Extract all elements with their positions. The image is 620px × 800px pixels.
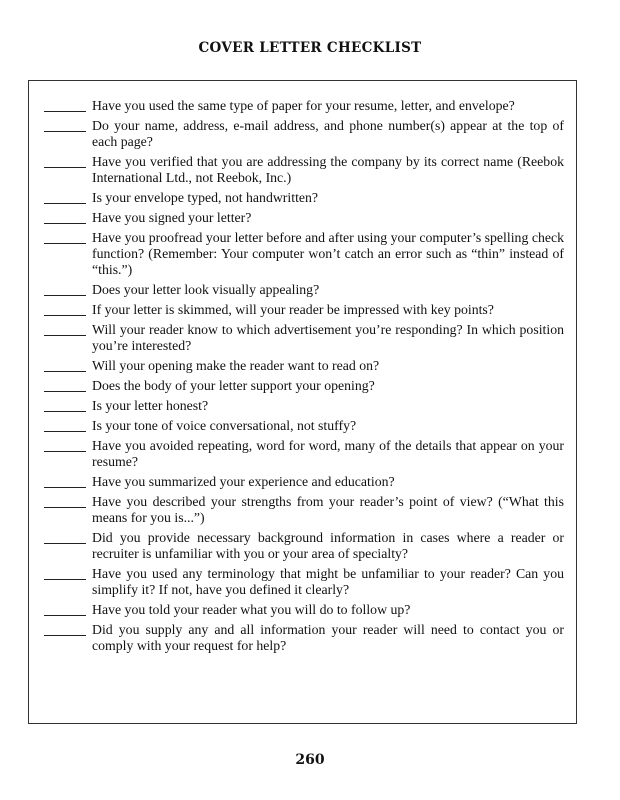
checklist-item-text: If your letter is skimmed, will your reader be impressed with key points? (92, 302, 494, 317)
checklist-item (44, 494, 564, 526)
answer-blank-line (44, 98, 86, 112)
page-title: COVER LETTER CHECKLIST (198, 40, 422, 56)
checklist-item-text: Does the body of your letter support your opening? (92, 378, 375, 393)
checklist-item-text: Do your name, address, e-mail address, and phone number(s) appear at the top of each page? (92, 118, 564, 149)
checklist-item-text: Did you supply any and all information your reader will need to contact you or comply with your request for help? (92, 622, 564, 653)
answer-blank-line (44, 282, 86, 296)
checklist-item (44, 230, 564, 278)
answer-blank-line (44, 602, 86, 616)
checklist-item (44, 322, 564, 354)
checklist-item (44, 602, 564, 618)
answer-blank-line (44, 474, 86, 488)
checklist-item (44, 154, 564, 186)
answer-blank-line (44, 302, 86, 316)
answer-blank-line (44, 358, 86, 372)
checklist (44, 98, 564, 654)
checklist-item (44, 378, 564, 394)
answer-blank-line (44, 438, 86, 452)
checklist-item-text: Is your letter honest? (92, 398, 209, 413)
page-number: 260 (295, 752, 325, 768)
checklist-item (44, 418, 564, 434)
checklist-item-text: Have you proofread your letter before and after using your computer’s spelling check function? (Remember: Your computer won’t catch an error such as “thin” instead of “this.”) (92, 230, 564, 277)
answer-blank-line (44, 322, 86, 336)
answer-blank-line (44, 418, 86, 432)
checklist-item-text: Will your reader know to which advertisement you’re responding? In which position you’re interested? (92, 322, 564, 353)
answer-blank-line (44, 118, 86, 132)
answer-blank-line (44, 398, 86, 412)
checklist-item (44, 302, 564, 318)
checklist-item-text: Have you signed your letter? (92, 210, 252, 225)
checklist-item (44, 474, 564, 490)
checklist-item-text: Does your letter look visually appealing? (92, 282, 320, 297)
checklist-item-text: Have you told your reader what you will do to follow up? (92, 602, 411, 617)
checklist-item-text: Have you described your strengths from your reader’s point of view? (“What this means for you is...”) (92, 494, 564, 525)
checklist-item (44, 622, 564, 654)
answer-blank-line (44, 210, 86, 224)
checklist-item-text: Have you summarized your experience and education? (92, 474, 395, 489)
answer-blank-line (44, 378, 86, 392)
answer-blank-line (44, 494, 86, 508)
checklist-item (44, 398, 564, 414)
checklist-item-text: Have you verified that you are addressing the company by its correct name (Reebok International Ltd., not Reebok, Inc.) (92, 154, 564, 185)
answer-blank-line (44, 530, 86, 544)
checklist-item (44, 282, 564, 298)
checklist-item-text: Is your envelope typed, not handwritten? (92, 190, 319, 205)
checklist-item (44, 190, 564, 206)
checklist-item (44, 98, 564, 114)
answer-blank-line (44, 622, 86, 636)
checklist-item (44, 210, 564, 226)
answer-blank-line (44, 154, 86, 168)
checklist-item-text: Have you avoided repeating, word for word, many of the details that appear on your resume? (92, 438, 564, 469)
checklist-item-text: Will your opening make the reader want to read on? (92, 358, 380, 373)
checklist-item-text: Have you used any terminology that might be unfamiliar to your reader? Can you simplify it? If not, have you defined it clearly? (92, 566, 564, 597)
checklist-item-text: Is your tone of voice conversational, not stuffy? (92, 418, 357, 433)
checklist-item (44, 118, 564, 150)
checklist-item-text: Have you used the same type of paper for your resume, letter, and envelope? (92, 98, 515, 113)
answer-blank-line (44, 230, 86, 244)
checklist-item (44, 438, 564, 470)
checklist-item (44, 530, 564, 562)
checklist-item (44, 358, 564, 374)
checklist-item (44, 566, 564, 598)
answer-blank-line (44, 566, 86, 580)
checklist-item-text: Did you provide necessary background information in cases where a reader or recruiter is unfamiliar with you or your area of specialty? (92, 530, 564, 561)
answer-blank-line (44, 190, 86, 204)
